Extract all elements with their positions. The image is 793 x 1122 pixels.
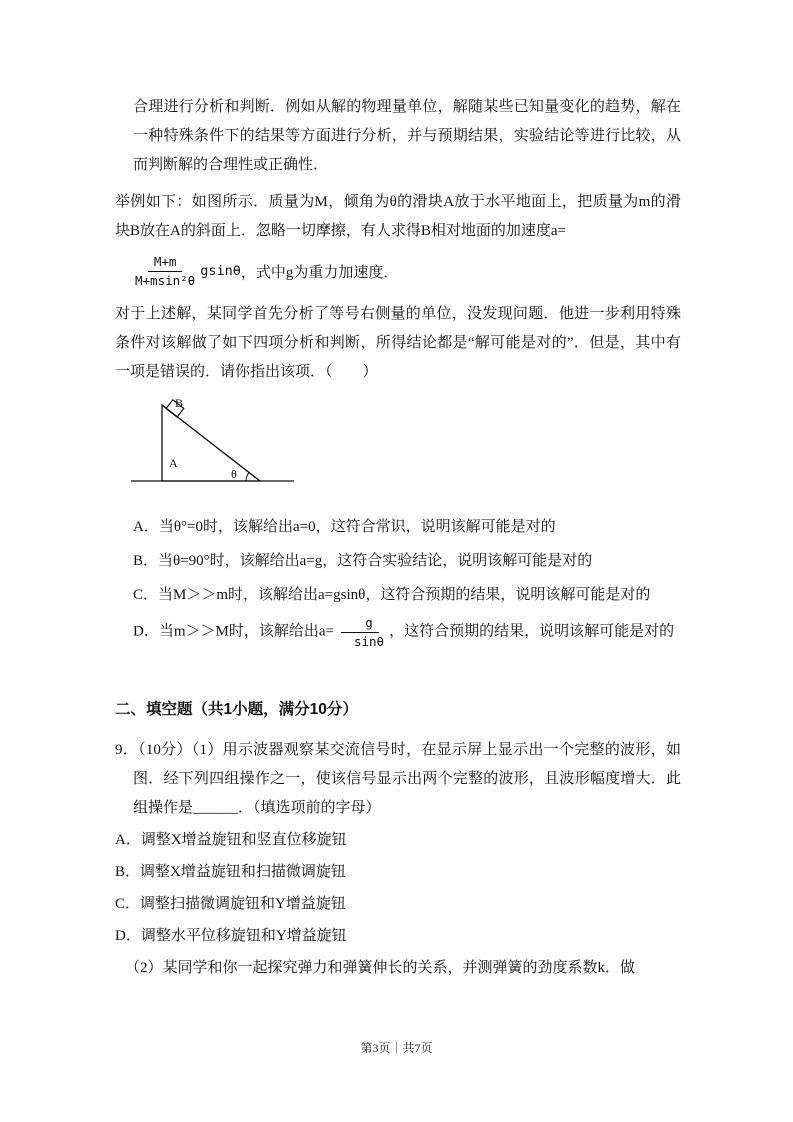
option-d-fraction	[334, 615, 386, 649]
q8-option-d-prefix: D．当m＞＞M时，该解给出a=	[133, 623, 334, 640]
question-9-part2: （2）某同学和你一起探究弹力和弹簧伸长的关系，并测弹簧的劲度系数k．做	[125, 960, 636, 977]
q9-option-c: C．调整扫描微调旋钮和Y增益旋钮	[115, 896, 346, 913]
q9-option-d: D．调整水平位移旋钮和Y增益旋钮	[115, 928, 347, 945]
formula-fraction	[133, 254, 197, 288]
angle-arc	[246, 472, 249, 481]
paragraph-example: 举例如下：如图所示．质量为M，倾角为θ的滑块A放于水平地面上，把质量为m的滑块B放在A的斜面上．忽略一切摩擦，有人求得B相对地面的加速度a=	[115, 194, 681, 239]
incline-diagram	[129, 397, 304, 492]
q8-option-b: B．当θ=90°时，该解给出a=g，这符合实验结论，说明该解可能是对的	[133, 553, 593, 569]
q9-option-a: A．调整X增益旋钮和竖直位移旋钮	[115, 832, 347, 849]
q8-option-c: C．当M＞＞m时，该解给出a=gsinθ，这符合预期的结果，说明该解可能是对的	[133, 587, 651, 603]
figure-label-a: A	[169, 456, 178, 470]
section-2-header: 二、填空题（共1小题，满分10分）	[115, 701, 358, 719]
formula-suffix: gsinθ	[200, 263, 241, 279]
fraction-numerator: M+m	[148, 254, 183, 272]
page-content	[115, 93, 681, 983]
figure-label-b: B	[175, 397, 184, 410]
q8-option-d-suffix: ，这符合预期的结果，说明该解可能是对的	[389, 623, 675, 640]
page-footer: 第3页｜共7页	[360, 1041, 433, 1055]
paragraph-analysis: 对于上述解，某同学首先分析了等号右侧量的单位，没发现问题．他进一步利用特殊条件对该解做了如下四项分析和判断，所得结论都是“解可能是对的”．但是，其中有一项是错误的．请你指出该项．（ ）	[115, 306, 681, 380]
q8-option-d	[115, 615, 681, 649]
figure-label-theta: θ	[231, 467, 237, 481]
acceleration-formula	[133, 250, 681, 292]
paragraph-intro: 合理进行分析和判断．例如从解的物理量单位，解随某些已知量变化的趋势，解在一种特殊条件下的结果等方面进行分析，并与预期结果，实验结论等进行比较，从而判断解的合理性或正确性．	[133, 99, 681, 173]
option-d-fraction-numerator: g	[341, 615, 379, 633]
q9-option-b: B．调整X增益旋钮和扫描微调旋钮	[115, 864, 346, 881]
fraction-denominator: M+msin²θ	[135, 272, 196, 288]
option-d-fraction-denominator: sinθ	[353, 633, 385, 649]
formula-trailing-text: ，式中g为重力加速度．	[240, 264, 399, 281]
question-9-text: 9．（10分）（1）用示波器观察某交流信号时，在显示屏上显示出一个完整的波形，如图．经下列四组操作之一，使该信号显示出两个完整的波形，且波形幅度增大．此组操作是______．（填选项前的字母）	[115, 742, 681, 817]
incline-figure	[129, 397, 681, 503]
q8-option-a: A．当θ°=0时，该解给出a=0，这符合常识，说明该解可能是对的	[133, 519, 556, 535]
